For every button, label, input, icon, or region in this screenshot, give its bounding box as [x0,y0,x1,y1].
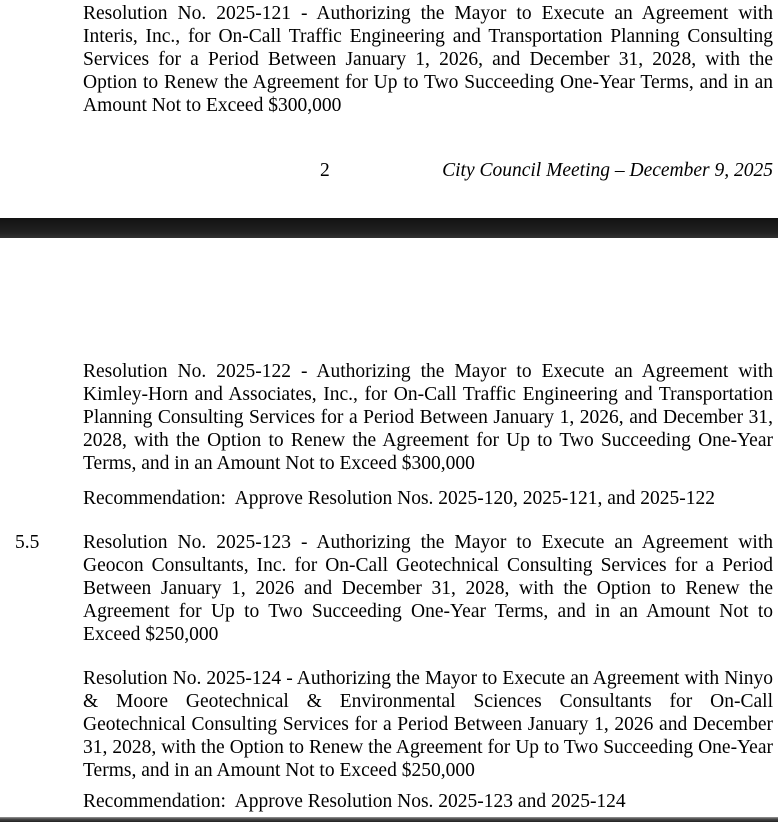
page-footer [0,159,773,182]
agenda-item [83,667,778,782]
page-break-separator [0,218,778,238]
recommendation-line [83,790,773,813]
recommendation-line [83,487,773,510]
resolution-paragraph-2025-123: Resolution No. 2025-123 - Authorizing the Mayor to Execute an Agreement with Geocon Consultants, Inc. for On-Call Geotechnical Consulting Services for a Period Between January 1, 2026 and December 31, 2028, with the Option to Renew the Agreement for Up to Two Succeeding One-Year Terms, and in an Amount Not to Exceed $250,000 [83,532,778,645]
recommendation-text-123-124: Recommendation: Approve Resolution Nos. 2025-123 and 2025-124 [83,791,626,812]
recommendation-text-120-122: Recommendation: Approve Resolution Nos. 2025-120, 2025-121, and 2025-122 [83,488,716,509]
resolution-paragraph-2025-121: Resolution No. 2025-121 - Authorizing the Mayor to Execute an Agreement with Interis, Inc., for On-Call Traffic Engineering and Transportation Planning Consulting Services for a Period Between January 1, 2026, and December 31, 2028, with the Option to Renew the Agreement for Up to Two Succeeding One-Year Terms, and in an Amount Not to Exceed $300,000 [83,3,778,116]
footer-meeting-title: City Council Meeting – December 9, 2025 [442,160,773,181]
page-fragment-bottom [0,238,778,822]
page-number: 2 [320,160,330,181]
agenda-item [83,360,778,475]
resolution-paragraph-2025-124: Resolution No. 2025-124 - Authorizing the Mayor to Execute an Agreement with Ninyo & Moore Geotechnical & Environmental Sciences Consultants for On-Call Geotechnical Consulting Services for a Period Between January 1, 2026 and December 31, 2028, with the Option to Renew the Agreement for Up to Two Succeeding One-Year Terms, and in an Amount Not to Exceed $250,000 [83,668,778,781]
resolution-paragraph-2025-122: Resolution No. 2025-122 - Authorizing the Mayor to Execute an Agreement with Kimley-Horn and Associates, Inc., for On-Call Traffic Engineering and Transportation Planning Consulting Services for a Period Between January 1, 2026, and December 31, 2028, with the Option to Renew the Agreement for Up to Two Succeeding One-Year Terms, and in an Amount Not to Exceed $300,000 [83,361,778,474]
agenda-item-5-5 [15,531,778,646]
item-number-5-5: 5.5 [15,532,40,553]
page-fragment-top [0,0,778,218]
next-page-break-separator-edge [0,817,778,822]
